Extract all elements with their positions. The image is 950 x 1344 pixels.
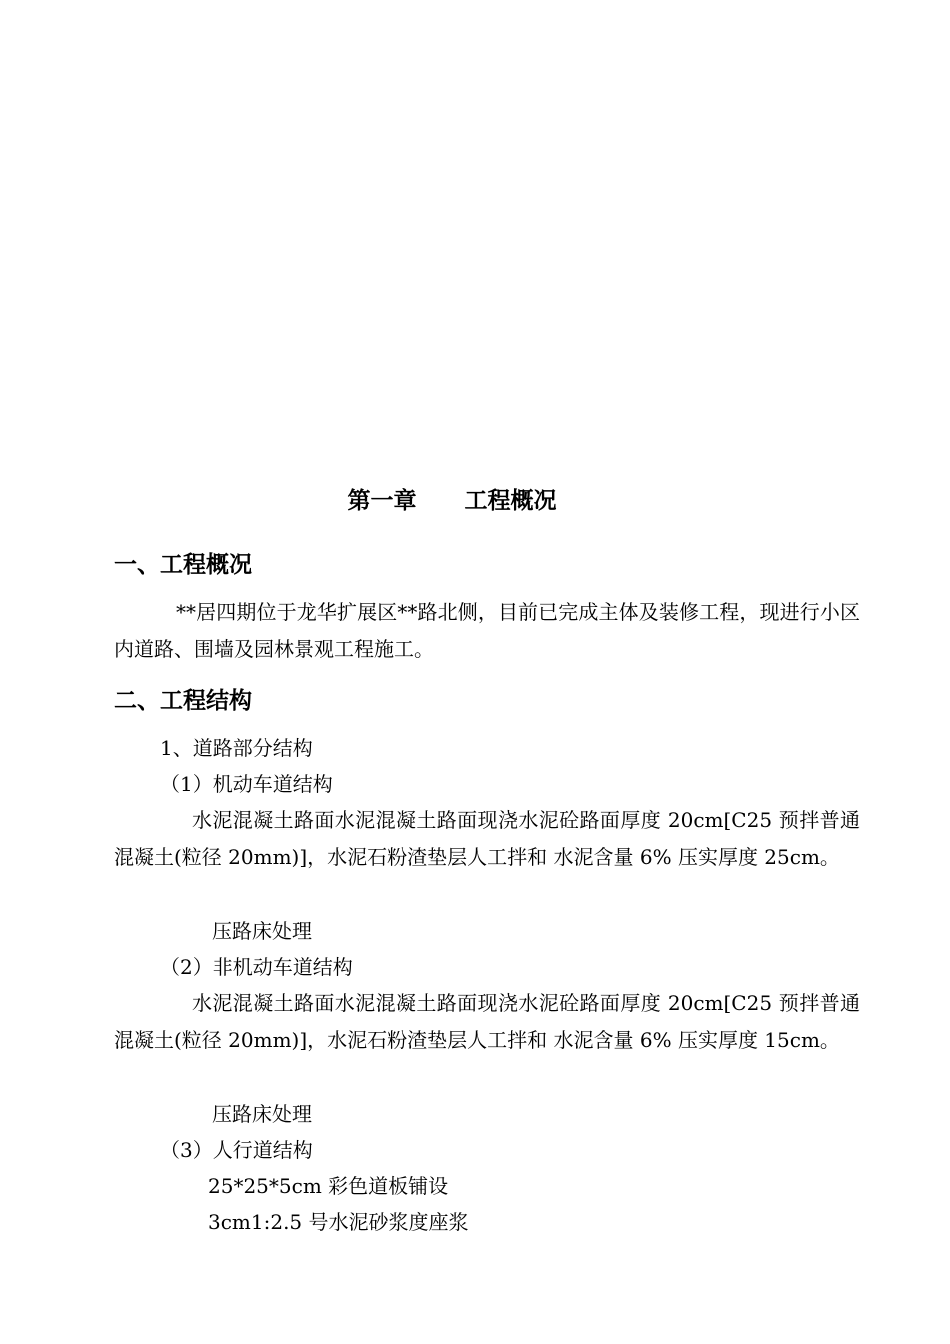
section-heading-overview: 一、工程概况 [114,552,252,578]
non-motor-lane-title: （2）非机动车道结构 [160,955,353,979]
sidewalk-title: （3）人行道结构 [160,1138,313,1162]
section-heading-structure: 二、工程结构 [114,688,252,714]
sidewalk-line-1: 25*25*5cm 彩色道板铺设 [208,1174,449,1198]
motor-lane-body: 水泥混凝土路面水泥混凝土路面现浇水泥砼路面厚度 20cm[C25 预拌普通混凝土(粒径 20mm)]，水泥石粉渣垫层人工拌和 水泥含量 6% 压实厚度 25cm。 [114,808,860,869]
road-structure-item: 1、道路部分结构 [160,736,313,760]
motor-lane-title: （1）机动车道结构 [160,772,333,796]
motor-lane-note: 压路床处理 [212,919,312,943]
sidewalk-line-2: 3cm1:2.5 号水泥砂浆度座浆 [208,1210,469,1234]
non-motor-lane-body: 水泥混凝土路面水泥混凝土路面现浇水泥砼路面厚度 20cm[C25 预拌普通混凝土(粒径 20mm)]，水泥石粉渣垫层人工拌和 水泥含量 6% 压实厚度 15cm。 [114,991,860,1052]
chapter-title: 第一章 工程概况 [347,488,557,514]
overview-paragraph: **居四期位于龙华扩展区**路北侧，目前已完成主体及装修工程，现进行小区内道路、围墙及园林景观工程施工。 [114,600,860,661]
non-motor-lane-note: 压路床处理 [212,1102,312,1126]
